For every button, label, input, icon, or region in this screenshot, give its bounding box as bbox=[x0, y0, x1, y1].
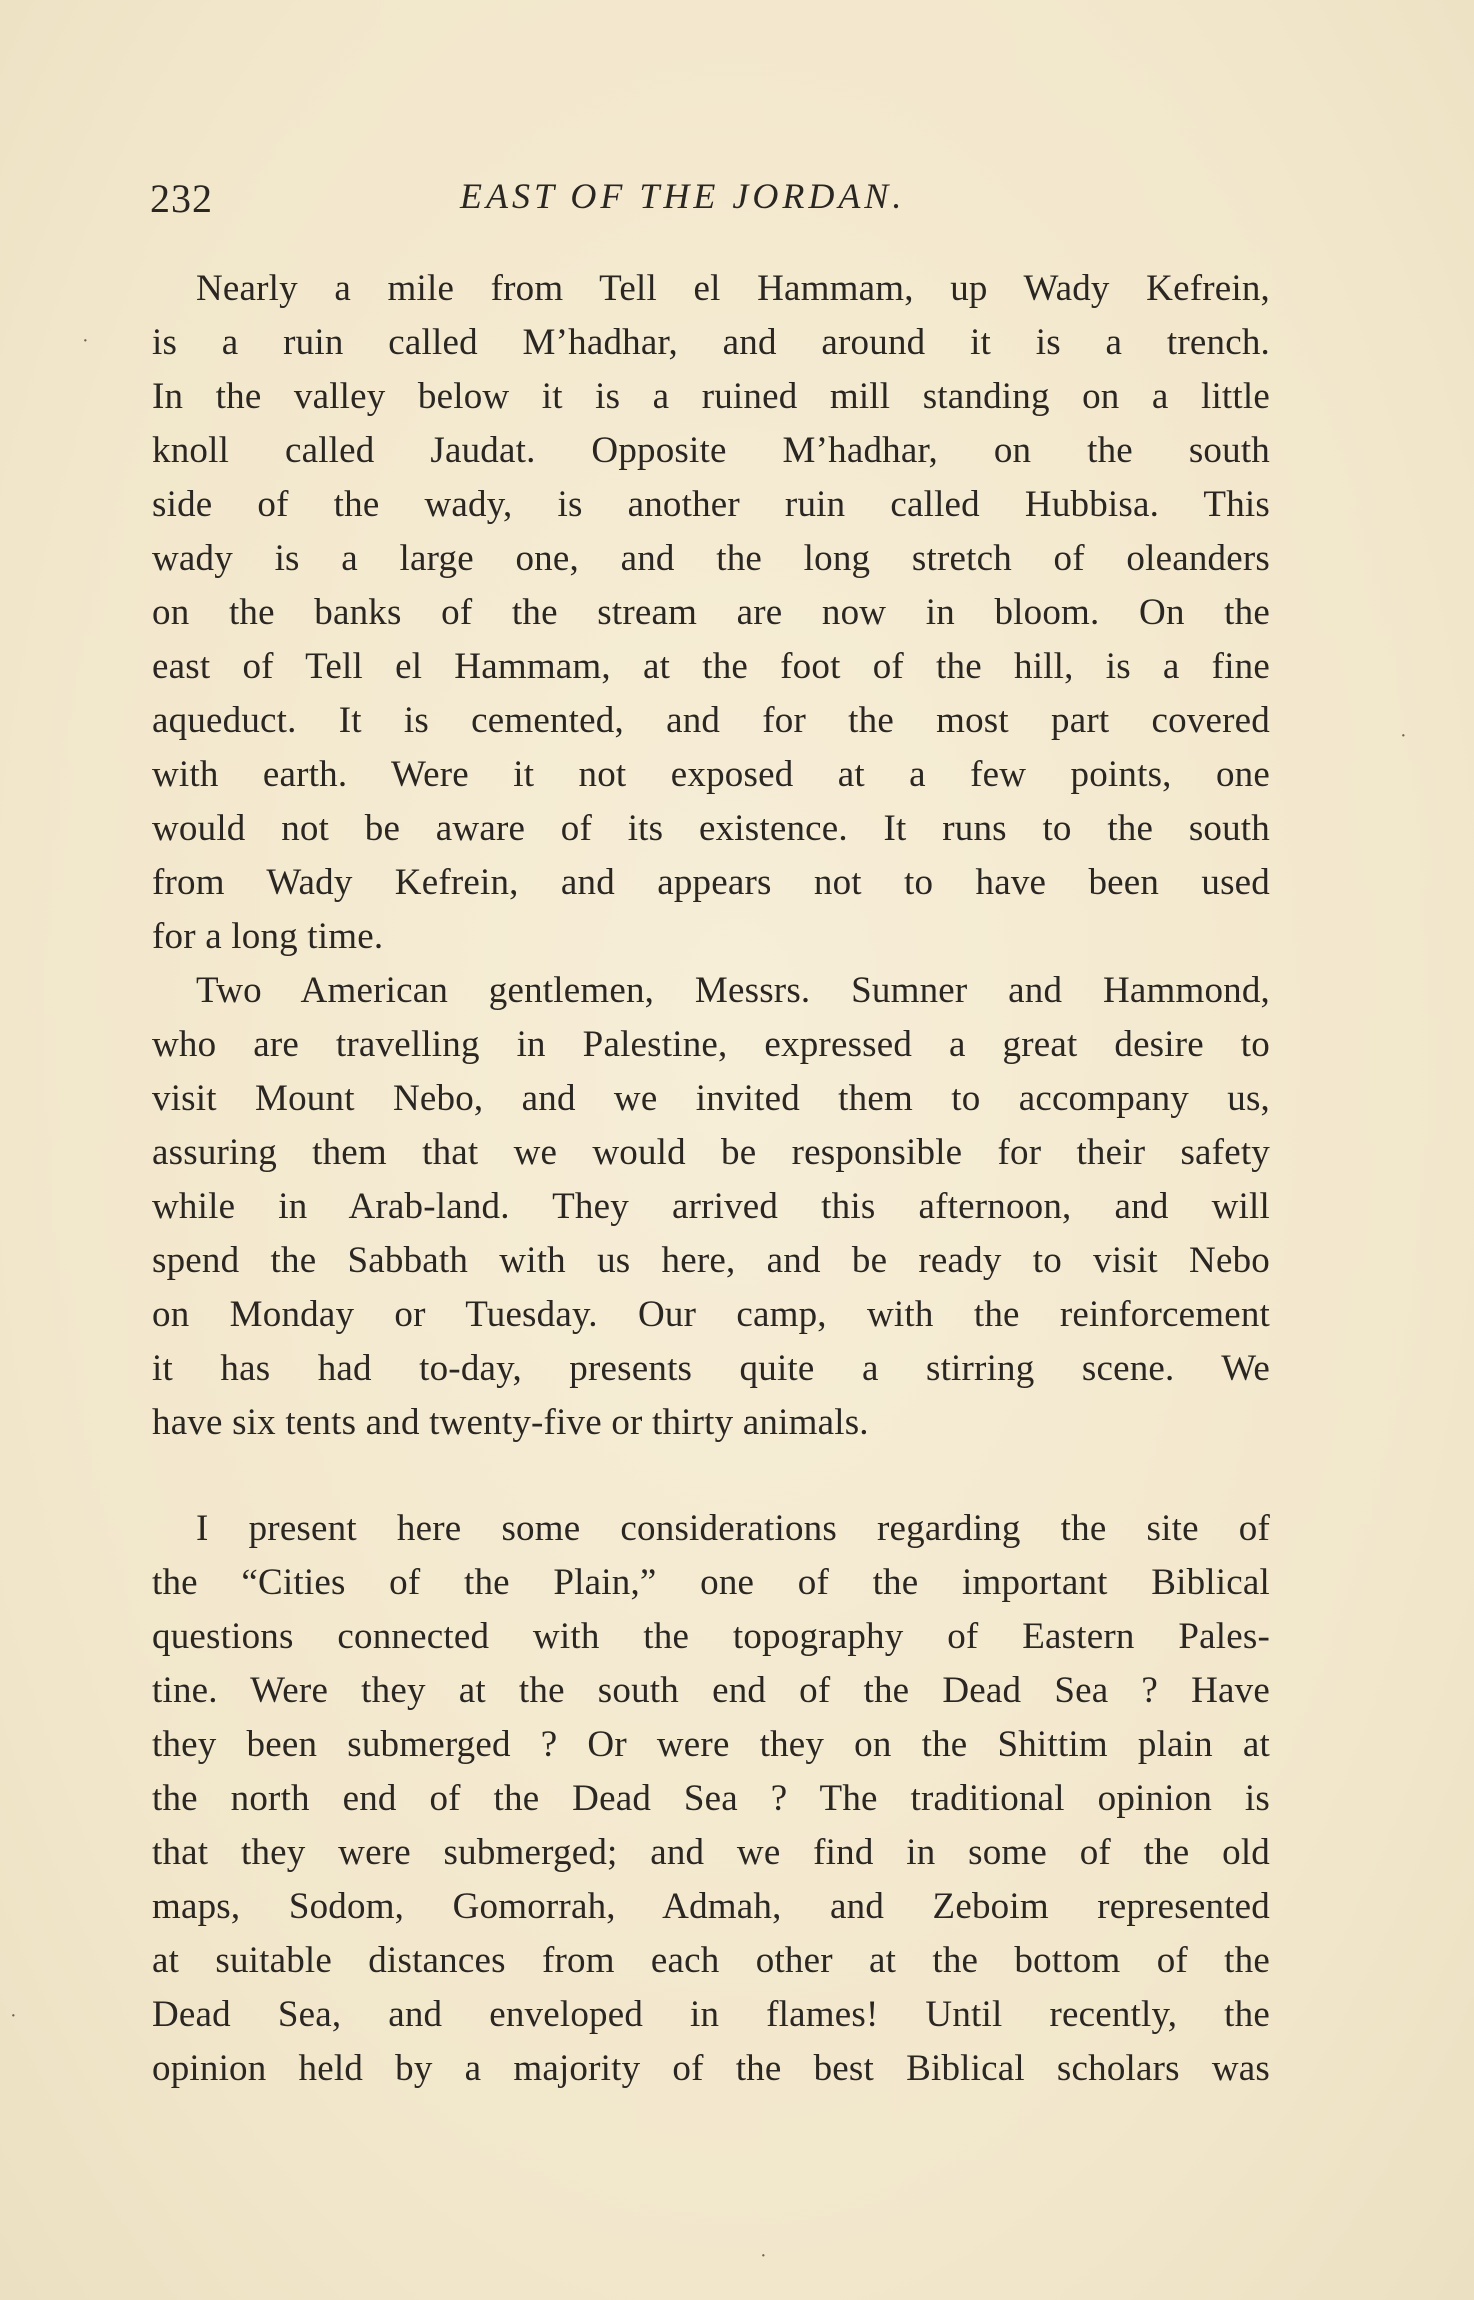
text-line: spend the Sabbath with us here, and be ready to visit Nebo bbox=[152, 1240, 1270, 1281]
text-line: opinion held by a majority of the best Biblical scholars was bbox=[152, 2048, 1270, 2089]
text-line: Nearly a mile from Tell el Hammam, up Wady Kefrein, bbox=[196, 268, 1270, 309]
text-line: Dead Sea, and enveloped in flames! Until recently, the bbox=[152, 1994, 1270, 2035]
page-number: 232 bbox=[150, 176, 213, 221]
print-speck: · bbox=[82, 330, 89, 352]
section-gap bbox=[152, 1450, 1270, 1502]
text-line: east of Tell el Hammam, at the foot of the hill, is a fine bbox=[152, 646, 1270, 687]
text-line: on the banks of the stream are now in bloom. On the bbox=[152, 592, 1270, 633]
paragraph-1 bbox=[152, 262, 1270, 964]
text-line: while in Arab-land. They arrived this afternoon, and will bbox=[152, 1186, 1270, 1227]
text-line: would not be aware of its existence. It runs to the south bbox=[152, 808, 1270, 849]
text-line: it has had to-day, presents quite a stirring scene. We bbox=[152, 1348, 1270, 1389]
text-line: at suitable distances from each other at the bottom of the bbox=[152, 1940, 1270, 1981]
text-line: for a long time. bbox=[152, 916, 384, 957]
text-line: have six tents and twenty-five or thirty animals. bbox=[152, 1402, 869, 1443]
text-line: they been submerged ? Or were they on the Shittim plain at bbox=[152, 1724, 1270, 1765]
running-title: EAST OF THE JORDAN. bbox=[460, 176, 906, 216]
print-speck: · bbox=[760, 2245, 767, 2267]
text-line: wady is a large one, and the long stretch of oleanders bbox=[152, 538, 1270, 579]
text-line: the “Cities of the Plain,” one of the important Biblical bbox=[152, 1562, 1270, 1603]
text-line: that they were submerged; and we find in some of the old bbox=[152, 1832, 1270, 1873]
text-line: who are travelling in Palestine, expressed a great desire to bbox=[152, 1024, 1270, 1065]
text-line: aqueduct. It is cemented, and for the most part covered bbox=[152, 700, 1270, 741]
paragraph-3 bbox=[152, 1502, 1270, 2096]
print-speck: · bbox=[10, 2005, 17, 2027]
text-line: In the valley below it is a ruined mill standing on a little bbox=[152, 376, 1270, 417]
text-line: knoll called Jaudat. Opposite M’hadhar, on the south bbox=[152, 430, 1270, 471]
text-line: I present here some considerations regarding the site of bbox=[196, 1508, 1270, 1549]
text-line: with earth. Were it not exposed at a few points, one bbox=[152, 754, 1270, 795]
text-line: visit Mount Nebo, and we invited them to accompany us, bbox=[152, 1078, 1270, 1119]
text-line: side of the wady, is another ruin called Hubbisa. This bbox=[152, 484, 1270, 525]
text-line: questions connected with the topography of Eastern Pales- bbox=[152, 1616, 1270, 1657]
text-line: maps, Sodom, Gomorrah, Admah, and Zeboim represented bbox=[152, 1886, 1270, 1927]
body-text bbox=[152, 262, 1270, 2096]
text-line: on Monday or Tuesday. Our camp, with the reinforcement bbox=[152, 1294, 1270, 1335]
text-line: tine. Were they at the south end of the Dead Sea ? Have bbox=[152, 1670, 1270, 1711]
text-line: is a ruin called M’hadhar, and around it is a trench. bbox=[152, 322, 1270, 363]
text-line: Two American gentlemen, Messrs. Sumner and Hammond, bbox=[196, 970, 1270, 1011]
text-line: from Wady Kefrein, and appears not to have been used bbox=[152, 862, 1270, 903]
print-speck: · bbox=[1400, 725, 1407, 747]
text-line: assuring them that we would be responsible for their safety bbox=[152, 1132, 1270, 1173]
page-header bbox=[150, 175, 1270, 235]
text-line: the north end of the Dead Sea ? The traditional opinion is bbox=[152, 1778, 1270, 1819]
paragraph-2 bbox=[152, 964, 1270, 1450]
